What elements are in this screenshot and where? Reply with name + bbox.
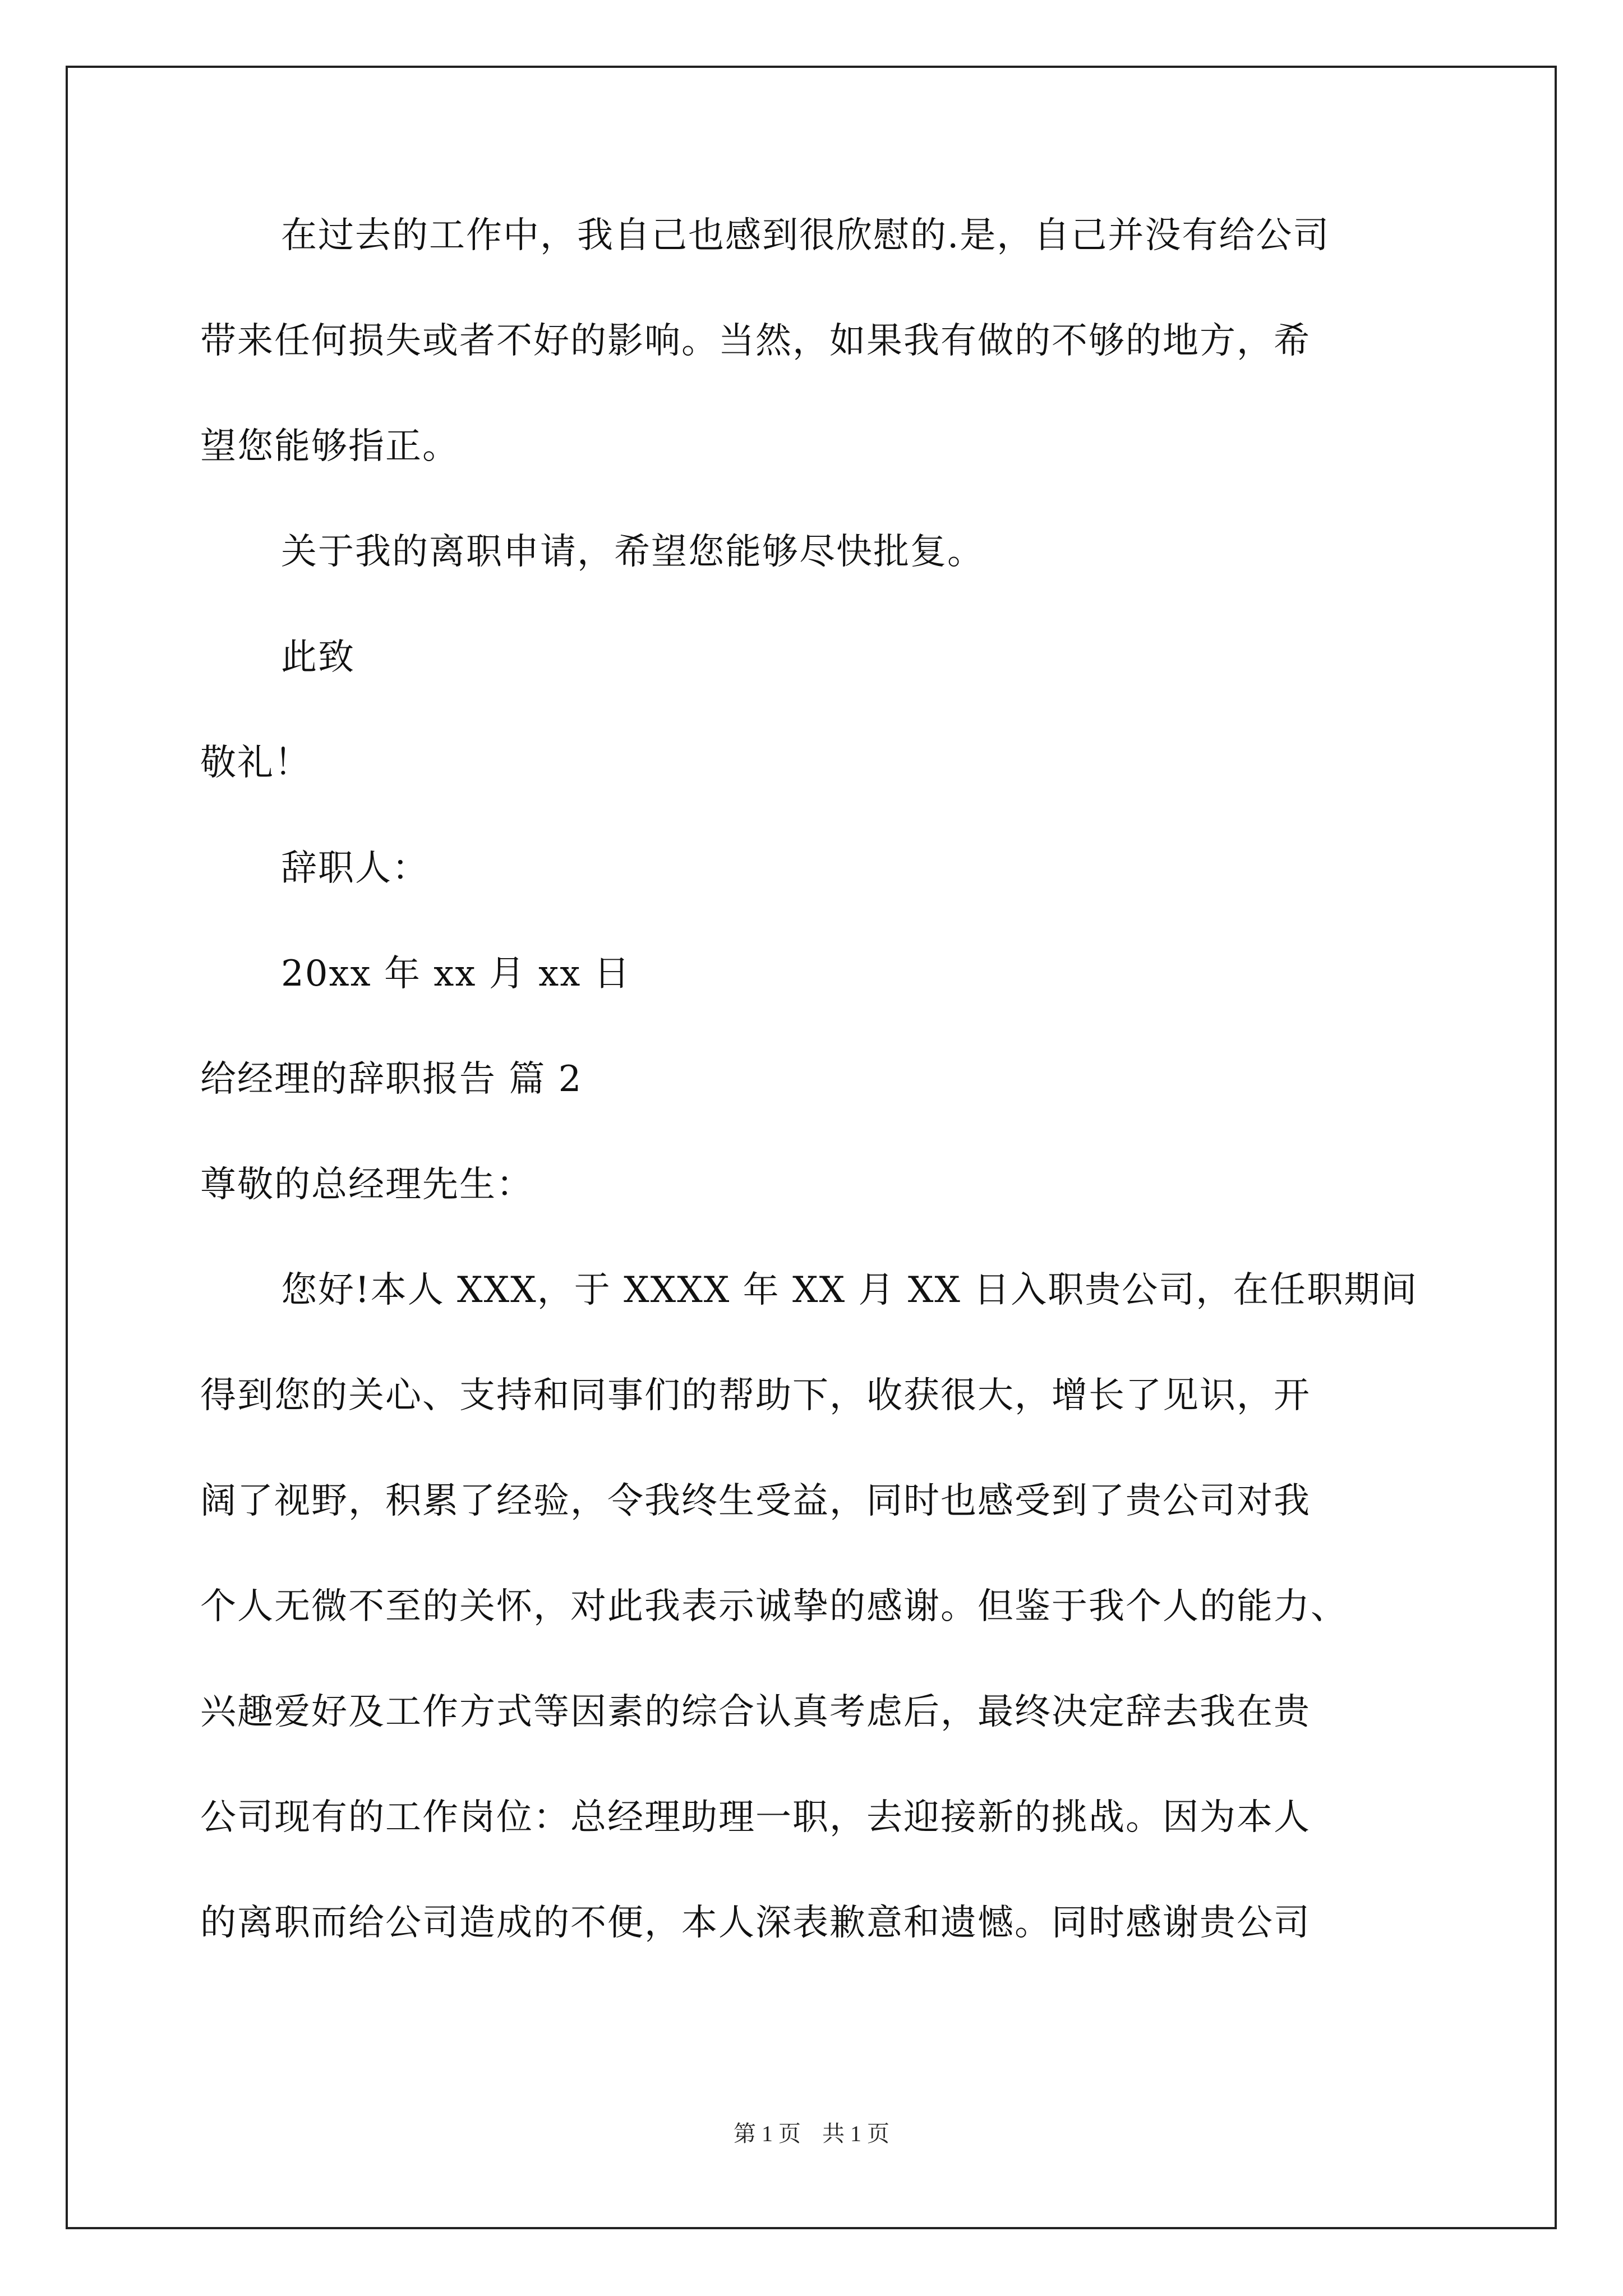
page-total: 共 1 页 [822,2121,889,2146]
paragraph-line: 您好!本人 XXX，于 XXXX 年 XX 月 XX 日入职贵公司，在任职期间 [281,1269,1418,1311]
page-footer [0,2116,1623,2148]
salutation: 尊敬的总经理先生： [200,1164,533,1205]
date-line: 20xx 年 xx 月 xx 日 [281,953,631,995]
paragraph-line: 阔了视野，积累了经验，令我终生受益，同时也感受到了贵公司对我 [200,1480,1311,1522]
page-number: 第 1 页 [734,2121,801,2146]
paragraph-line: 带来任何损失或者不好的影响。当然，如果我有做的不够的地方，希 [200,320,1311,362]
closing-line: 此致 [281,637,355,678]
closing-salute: 敬礼！ [200,742,311,784]
paragraph-line: 公司现有的工作岗位：总经理助理一职，去迎接新的挑战。因为本人 [200,1797,1311,1838]
paragraph-line: 望您能够指正。 [200,426,459,467]
paragraph-line: 个人无微不至的关怀，对此我表示诚挚的感谢。但鉴于我个人的能力、 [200,1586,1348,1627]
signature-label: 辞职人： [281,848,429,889]
paragraph-line: 在过去的工作中，我自己也感到很欣慰的.是，自己并没有给公司 [281,215,1330,256]
paragraph-line: 关于我的离职申请，希望您能够尽快批复。 [281,531,984,573]
paragraph-line: 得到您的关心、支持和同事们的帮助下，收获很大，增长了见识，开 [200,1375,1311,1416]
paragraph-line: 的离职而给公司造成的不便，本人深表歉意和遗憾。同时感谢贵公司 [200,1902,1311,1944]
paragraph-line: 兴趣爱好及工作方式等因素的综合认真考虑后，最终决定辞去我在贵 [200,1691,1311,1733]
section-heading: 给经理的辞职报告 篇 2 [200,1059,583,1100]
